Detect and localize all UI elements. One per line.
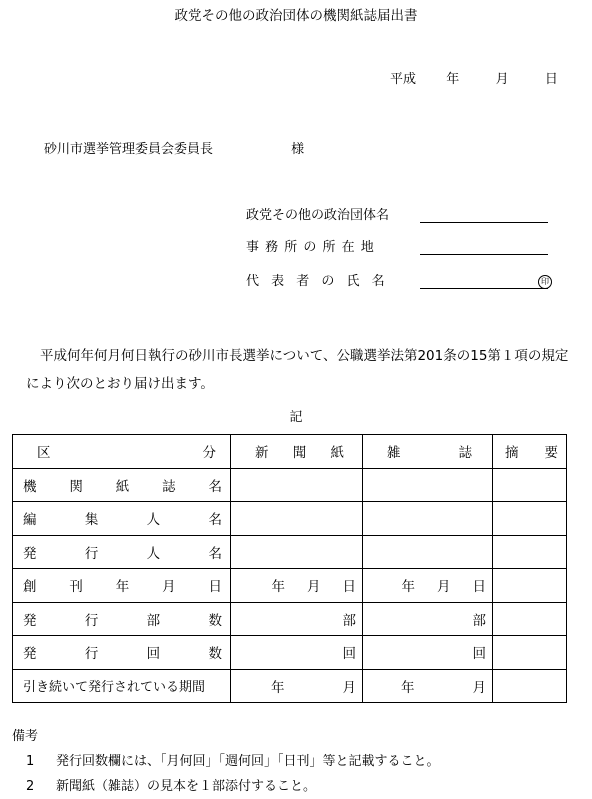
date-day-unit: 日 (544, 72, 558, 87)
notes-section (12, 724, 440, 799)
date-era: 平成 (390, 72, 417, 87)
table-row (13, 669, 567, 703)
addressee (44, 138, 304, 157)
header-magazine: 雑 誌 (363, 435, 493, 469)
body-text (26, 342, 574, 398)
org-field-representative (246, 270, 556, 292)
row-label-first-issue-date: 創 刊 年 月 日 (13, 569, 231, 603)
cell-magazine[interactable]: 部 (363, 602, 493, 636)
cell-magazine[interactable]: 回 (363, 636, 493, 670)
body-paragraph: 平成何年何月何日執行の砂川市長選挙について、公職選挙法第201条の15第１項の規定により次のとおり届け出ます。 (26, 348, 569, 392)
cell-remarks[interactable] (493, 602, 567, 636)
note-item: 2 新聞紙（雑誌）の見本を１部添付すること。 (26, 779, 317, 794)
cell-newspaper[interactable]: 回 (231, 636, 363, 670)
addressee-name: 砂川市選挙管理委員会委員長 (44, 142, 214, 157)
table-row (13, 602, 567, 636)
cell-magazine[interactable] (363, 535, 493, 569)
cell-magazine[interactable]: 年 月 (363, 669, 493, 703)
row-label-frequency: 発 行 回 数 (13, 636, 231, 670)
periodical-table (12, 434, 567, 703)
cell-remarks[interactable] (493, 535, 567, 569)
cell-remarks[interactable] (493, 669, 567, 703)
row-label-publisher: 発 行 人 名 (13, 535, 231, 569)
row-label-editor: 編 集 人 名 (13, 502, 231, 536)
table-row (13, 502, 567, 536)
fill-in-line[interactable] (420, 254, 548, 255)
org-field-address (246, 236, 556, 258)
seal-mark: 印 (538, 275, 552, 289)
notes-heading: 備考 (12, 729, 39, 744)
org-field-label: 事 務 所 の 所 在 地 (246, 240, 375, 255)
row-label-circulation: 発 行 部 数 (13, 602, 231, 636)
org-field-name (246, 204, 556, 226)
cell-remarks[interactable] (493, 636, 567, 670)
cell-remarks[interactable] (493, 569, 567, 603)
fill-in-line[interactable] (420, 288, 548, 289)
ki-heading: 記 (289, 410, 303, 425)
cell-magazine[interactable] (363, 502, 493, 536)
cell-remarks[interactable] (493, 502, 567, 536)
cell-magazine[interactable] (363, 468, 493, 502)
date-line (390, 68, 558, 87)
org-field-label: 政党その他の政治団体名 (246, 208, 390, 223)
addressee-honorific: 様 (291, 142, 305, 157)
cell-newspaper[interactable] (231, 468, 363, 502)
org-field-label: 代 表 者 の 氏 名 (246, 274, 389, 289)
table-row (13, 569, 567, 603)
row-label-continuous-period: 引き続いて発行されている期間 (13, 669, 231, 703)
table-row (13, 535, 567, 569)
cell-newspaper[interactable] (231, 502, 363, 536)
cell-remarks[interactable] (493, 468, 567, 502)
table-row (13, 468, 567, 502)
date-year-unit: 年 (446, 72, 460, 87)
fill-in-line[interactable] (420, 222, 548, 223)
header-category: 区 分 (13, 435, 231, 469)
header-remarks: 摘 要 (493, 435, 567, 469)
header-newspaper: 新 聞 紙 (231, 435, 363, 469)
note-item: 1 発行回数欄には、「月何回」「週何回」「日刊」等と記載すること。 (26, 754, 440, 769)
cell-magazine[interactable]: 年 月 日 (363, 569, 493, 603)
cell-newspaper[interactable]: 年 月 (231, 669, 363, 703)
cell-newspaper[interactable]: 部 (231, 602, 363, 636)
table-row (13, 636, 567, 670)
document-title: 政党その他の政治団体の機関紙誌届出書 (174, 8, 418, 24)
cell-newspaper[interactable] (231, 535, 363, 569)
table-header-row (13, 435, 567, 469)
cell-newspaper[interactable]: 年 月 日 (231, 569, 363, 603)
date-month-unit: 月 (495, 72, 509, 87)
row-label-periodical-name: 機 関 紙 誌 名 (13, 468, 231, 502)
